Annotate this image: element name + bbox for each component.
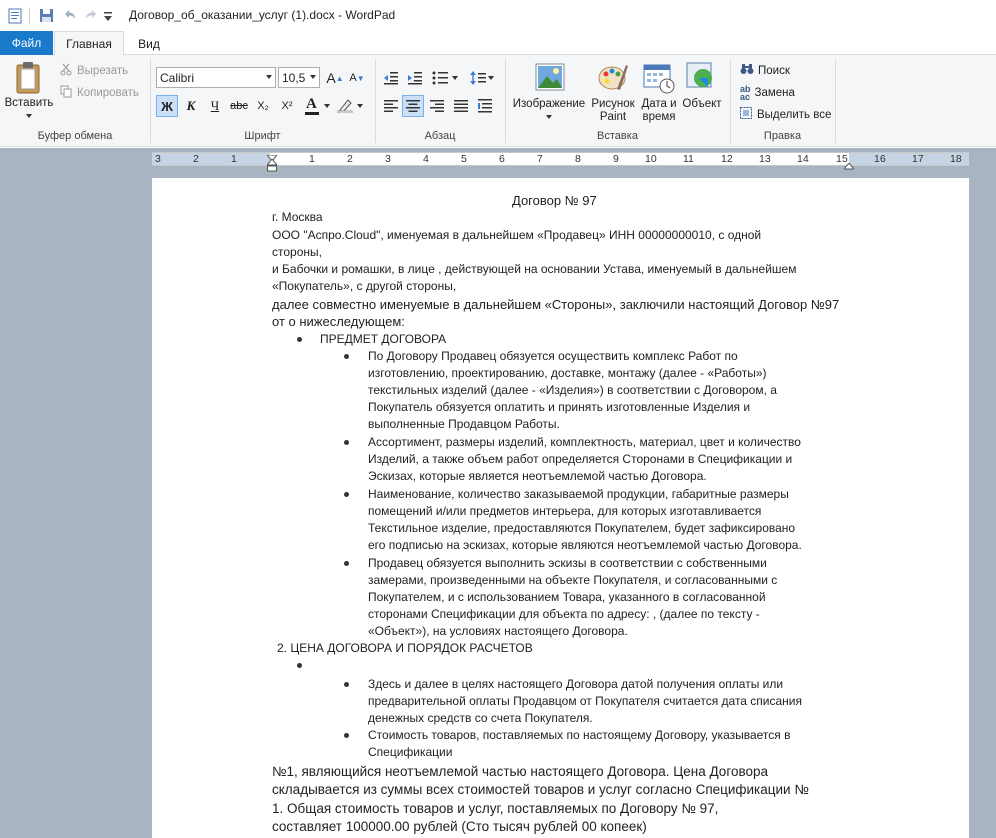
cut-label: Вырезать xyxy=(77,65,129,77)
paste-icon[interactable] xyxy=(14,61,44,98)
doc-line: и Бабочки и ромашки, в лице , действующей на основании Устава, именуемый в дальнейшем xyxy=(272,262,797,276)
ruler-label: 8 xyxy=(575,153,581,165)
doc-line: его подписью на эскизах, которые являются неотъемлемой частью Договора. xyxy=(368,538,802,552)
bullet-icon xyxy=(344,733,349,738)
ruler-label: 1 xyxy=(231,153,237,165)
italic-button[interactable]: К xyxy=(186,98,196,113)
shrink-font-button[interactable]: A ▼ xyxy=(349,72,365,84)
doc-line: Эскизах, которые является неотъемлемой частью Договора. xyxy=(368,469,707,483)
select-all-label: Выделить все xyxy=(757,108,832,121)
doc-line: помещений и/или предметов интерьера, для которых изготавливается xyxy=(368,504,762,518)
align-right-button[interactable] xyxy=(426,95,448,117)
copy-icon xyxy=(60,85,72,101)
doc-title: Договор № 97 xyxy=(512,193,597,208)
ruler-label: 16 xyxy=(874,153,886,165)
doc-line: Покупателем, и с использованием Товара, указанного в согласованной xyxy=(368,590,766,604)
doc-line: денежных средств со счета Покупателя. xyxy=(368,711,593,725)
doc-line: выполненные Продавцом Работы. xyxy=(368,417,560,431)
align-center-button[interactable] xyxy=(402,95,424,117)
ruler[interactable] xyxy=(152,152,969,166)
section-heading: 2. ЦЕНА ДОГОВОРА И ПОРЯДОК РАСЧЕТОВ xyxy=(277,641,533,655)
copy-button[interactable] xyxy=(60,85,139,101)
font-family-value: Calibri xyxy=(160,70,195,85)
doc-line: предварительной оплаты Продавцом от Покупателя считается дата списания xyxy=(368,694,803,708)
ruler-label: 3 xyxy=(155,153,161,165)
replace-button[interactable] xyxy=(740,85,795,101)
text-color-icon: A xyxy=(306,96,317,112)
tab-view[interactable]: Вид xyxy=(138,36,160,51)
insert-paint-drawing-button[interactable] xyxy=(590,98,636,124)
font-group-label: Шрифт xyxy=(244,130,281,142)
font-size-value: 10,5 xyxy=(282,70,306,85)
undo-icon[interactable] xyxy=(62,8,77,26)
insert-object-button[interactable]: Объект xyxy=(682,98,722,110)
binoculars-icon xyxy=(740,63,754,78)
doc-line-prefix: составляет xyxy=(272,819,346,834)
paragraph-group-label: Абзац xyxy=(424,130,456,142)
decrease-indent-button[interactable] xyxy=(380,67,402,89)
total-amount: 100000.00 рублей (Сто тысяч рублей 00 копеек) xyxy=(345,819,647,834)
ruler-label: 4 xyxy=(423,153,429,165)
editing-group-label: Правка xyxy=(763,130,802,142)
ruler-label: 6 xyxy=(499,153,505,165)
line-spacing-button[interactable] xyxy=(468,67,496,89)
picture-icon[interactable] xyxy=(535,63,565,94)
bullet-list-icon xyxy=(432,71,448,85)
bullet-list-button[interactable] xyxy=(430,67,460,89)
line-spacing-icon xyxy=(470,70,486,86)
ruler-label: 15 xyxy=(836,153,848,165)
bullet-icon xyxy=(297,337,302,342)
cut-button[interactable] xyxy=(60,63,128,79)
ribbon xyxy=(0,55,996,147)
paint-icon[interactable] xyxy=(597,61,629,96)
quick-access-separator xyxy=(29,8,30,24)
ruler-label: 14 xyxy=(797,153,809,165)
ruler-label: 17 xyxy=(912,153,924,165)
redo-icon[interactable] xyxy=(84,8,99,26)
doc-line: Спецификации xyxy=(368,745,453,759)
doc-line: сторонами Спецификации для объекта по адресу: , (далее по тексту - xyxy=(368,607,760,621)
doc-line: «Покупатель», с другой стороны, xyxy=(272,279,457,293)
increase-indent-icon xyxy=(407,71,423,85)
datetime-label-line2: время xyxy=(642,111,676,123)
increase-indent-button[interactable] xyxy=(404,67,426,89)
find-button[interactable] xyxy=(740,63,790,78)
bullet-icon xyxy=(344,492,349,497)
ribbon-tabs xyxy=(0,31,996,55)
bullet-icon xyxy=(297,663,302,668)
doc-line: от о нижеследующем: xyxy=(272,314,405,329)
calendar-clock-icon[interactable] xyxy=(643,62,675,97)
doc-line: Продавец обязуется выполнить эскизы в соответствии с собственными xyxy=(368,556,767,570)
section-heading: ПРЕДМЕТ ДОГОВОРА xyxy=(320,332,447,346)
group-separator xyxy=(835,59,836,143)
save-icon[interactable] xyxy=(39,8,54,26)
paragraph-settings-icon xyxy=(478,99,492,113)
underline-button[interactable]: Ч xyxy=(210,98,220,113)
strikethrough-button[interactable]: abc xyxy=(230,100,248,112)
insert-group-label: Вставка xyxy=(597,130,638,142)
ruler-label: 7 xyxy=(537,153,543,165)
wordpad-icon[interactable] xyxy=(8,8,22,27)
doc-line: Ассортимент, размеры изделий, комплектность, материал, цвет и количество xyxy=(368,435,801,449)
ruler-label: 1 xyxy=(309,153,315,165)
paint-label-line1: Рисунок xyxy=(591,98,635,110)
ruler-label: 10 xyxy=(645,153,657,165)
ruler-label: 2 xyxy=(347,153,353,165)
replace-icon: ab ac xyxy=(740,84,751,102)
doc-line: ООО "Аспро.Cloud", именуемая в дальнейшем «Продавец» ИНН 00000000010, с одной xyxy=(272,228,762,242)
doc-line: №1, являющийся неотъемлемой частью настоящего Договора. Цена Договора xyxy=(272,764,768,779)
doc-line: складывается из суммы всех стоимостей товаров и услуг согласно Спецификации № xyxy=(272,782,809,797)
ruler-label: 18 xyxy=(950,153,962,165)
doc-line: далее совместно именуемые в дальнейшем «Стороны», заключили настоящий Договор №97 xyxy=(272,297,840,312)
subscript-button[interactable]: X₂ xyxy=(257,100,269,112)
font-size-select[interactable] xyxy=(278,67,320,88)
doc-line: Покупатель обязуется оплатить и принять изготовленные Изделия и xyxy=(368,400,751,414)
doc-line: изготовлению, проектированию, доставке, монтажу (далее - «Работы») xyxy=(368,366,767,380)
picture-dropdown-icon[interactable] xyxy=(546,115,552,119)
text-color-button[interactable] xyxy=(303,95,331,117)
superscript-button[interactable]: X² xyxy=(281,100,293,112)
select-all-icon xyxy=(740,107,752,122)
doc-line xyxy=(272,819,647,834)
doc-line: текстильных изделий (далее - «Изделия») в соответствии с Договором, а xyxy=(368,383,777,397)
highlighter-icon xyxy=(337,97,353,116)
bullet-icon xyxy=(344,440,349,445)
ruler-label: 13 xyxy=(759,153,771,165)
bold-button[interactable]: Ж xyxy=(156,95,178,117)
ruler-label: 5 xyxy=(461,153,467,165)
right-indent-marker[interactable] xyxy=(844,159,854,173)
window-title: Договор_об_оказании_услуг (1).docx - WordPad xyxy=(129,8,396,22)
highlight-color-button[interactable] xyxy=(335,95,365,117)
datetime-label-line1: Дата и xyxy=(641,98,677,110)
doc-line: «Объект»), на условиях настоящего Договора. xyxy=(368,624,628,638)
doc-line: Стоимость товаров, поставляемых по настоящему Договору, указывается в xyxy=(368,728,791,742)
decrease-indent-icon xyxy=(383,71,399,85)
paste-dropdown-icon[interactable] xyxy=(26,114,32,118)
ruler-label: 9 xyxy=(613,153,619,165)
align-center-icon xyxy=(406,100,420,112)
justify-icon xyxy=(454,100,468,112)
paint-label-line2: Paint xyxy=(599,111,627,123)
justify-button[interactable] xyxy=(450,95,472,117)
title-bar xyxy=(0,0,996,31)
bullet-icon xyxy=(344,354,349,359)
left-indent-marker[interactable] xyxy=(267,159,277,176)
ruler-label: 2 xyxy=(193,153,199,165)
bullet-icon xyxy=(344,561,349,566)
doc-line: Текстильное изделие, предоставляются Покупателем, будет зафиксировано xyxy=(368,521,796,535)
bullet-icon xyxy=(344,682,349,687)
align-left-icon xyxy=(384,100,398,112)
ruler-label: 3 xyxy=(385,153,391,165)
insert-date-time-button[interactable] xyxy=(638,98,680,124)
tab-file[interactable]: Файл xyxy=(0,31,53,55)
ruler-label: 11 xyxy=(683,153,694,165)
select-all-button[interactable] xyxy=(740,107,831,122)
grow-font-button[interactable]: A ▲ xyxy=(326,70,344,86)
doc-line: стороны, xyxy=(272,245,322,259)
customize-quick-access-icon[interactable] xyxy=(104,11,112,25)
insert-picture-button[interactable]: Изображение xyxy=(512,98,586,110)
doc-line: По Договору Продавец обязуется осуществить комплекс Работ по xyxy=(368,349,738,363)
clipboard-group-label: Буфер обмена xyxy=(37,130,113,142)
paragraph-settings-button[interactable] xyxy=(474,95,496,117)
paste-button[interactable]: Вставить xyxy=(4,97,54,109)
align-right-icon xyxy=(430,100,444,112)
ruler-left-margin xyxy=(152,153,270,165)
doc-line: замерами, произведенными на объекте Покупателя, и согласованными с xyxy=(368,573,778,587)
doc-line: 1. Общая стоимость товаров и услуг, поставляемых по Договору № 97, xyxy=(272,801,719,816)
doc-city: г. Москва xyxy=(272,210,323,224)
align-left-button[interactable] xyxy=(380,95,402,117)
doc-line: Изделий, а также объем работ определяется Сторонами в Спецификации и xyxy=(368,452,793,466)
copy-label: Копировать xyxy=(77,87,139,99)
find-label: Поиск xyxy=(758,64,790,77)
ruler-label: 12 xyxy=(721,153,733,165)
font-family-select[interactable] xyxy=(156,67,276,88)
doc-line: Наименование, количество заказываемой продукции, габаритные размеры xyxy=(368,487,789,501)
replace-label: Замена xyxy=(754,87,795,99)
tab-home[interactable]: Главная xyxy=(54,31,124,56)
object-icon[interactable] xyxy=(686,62,716,95)
doc-line: Здесь и далее в целях настоящего Договора датой получения оплаты или xyxy=(368,677,784,691)
scissors-icon xyxy=(60,63,72,79)
